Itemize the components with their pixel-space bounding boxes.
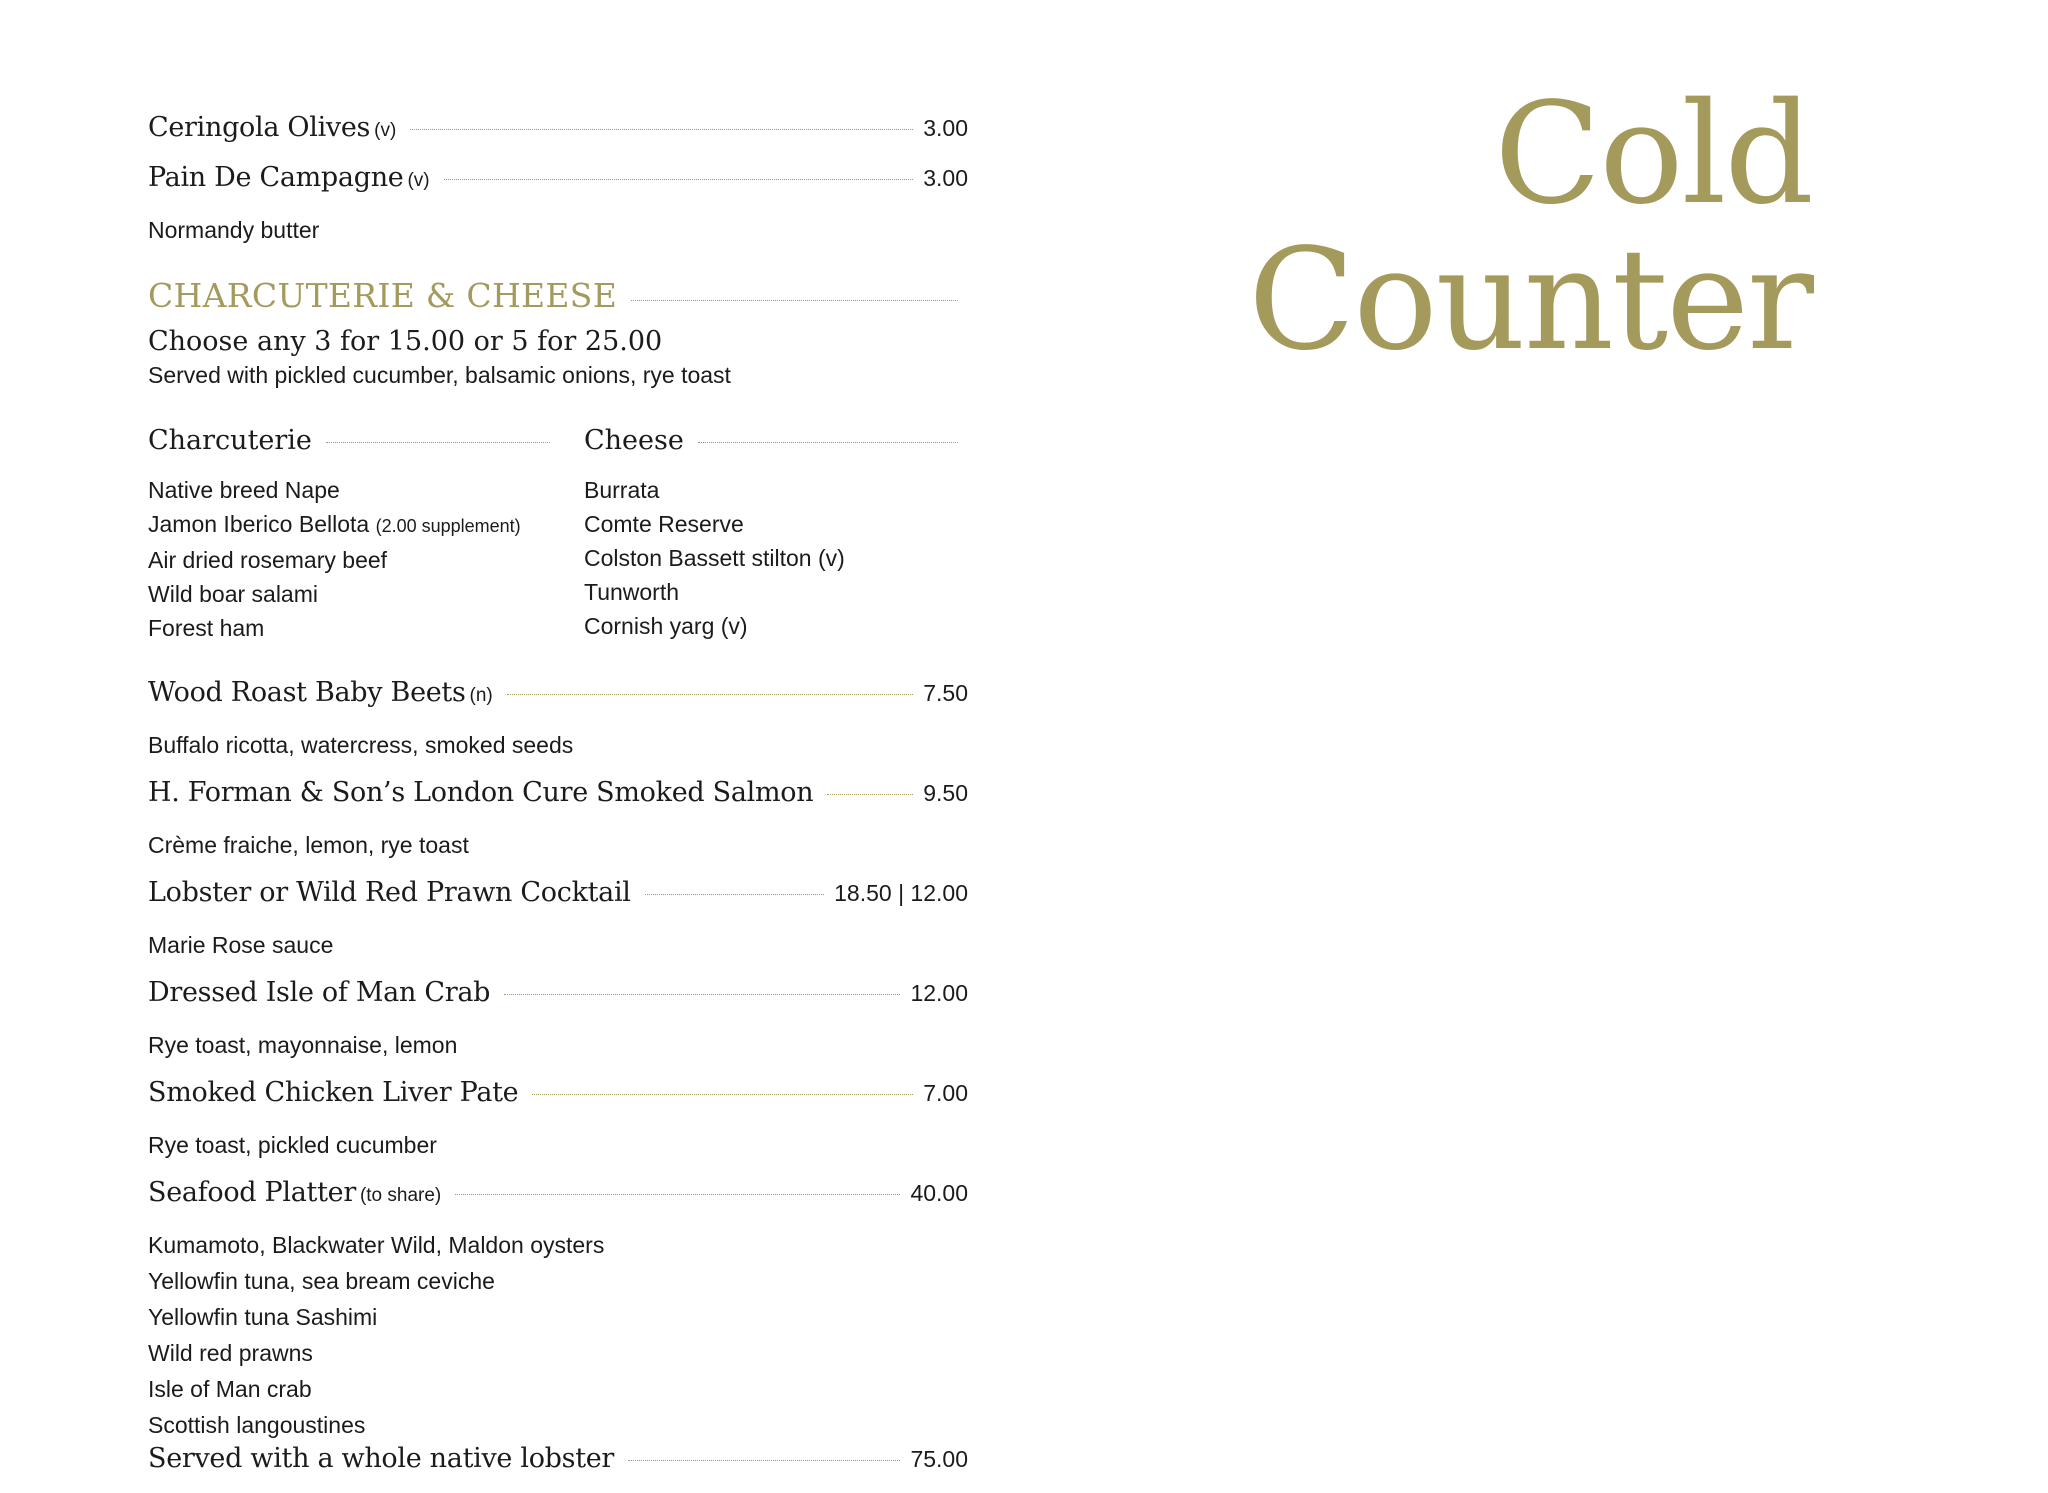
item-price: 7.50 — [923, 680, 968, 706]
item-name: Wood Roast Baby Beets — [148, 677, 466, 708]
dietary-note: (v) — [407, 170, 430, 191]
item-price: 7.00 — [923, 1080, 968, 1106]
item-name: Ceringola Olives — [148, 112, 371, 143]
item-row — [148, 1077, 968, 1127]
item-description: Marie Rose sauce — [148, 932, 334, 958]
cheese-heading: Cheese — [584, 425, 684, 456]
menu-item-smoked-salmon — [148, 777, 968, 863]
dot-leader — [326, 442, 550, 443]
list-item — [148, 577, 560, 611]
charcuterie-cheese-columns — [148, 425, 968, 645]
item-name: Served with a whole native lobster — [148, 1443, 615, 1474]
share-note: (to share) — [359, 1185, 442, 1206]
platter-line: Scottish langoustines — [148, 1412, 366, 1438]
section-heading: CHARCUTERIE & CHEESE — [148, 276, 618, 315]
charcuterie-item: Native breed Nape — [148, 477, 340, 503]
item-name: Dressed Isle of Man Crab — [148, 977, 491, 1008]
item-description: Normandy butter — [148, 217, 320, 243]
dot-leader — [504, 994, 900, 995]
cheese-item: Burrata — [584, 477, 660, 503]
charcuterie-served-with: Served with pickled cucumber, balsamic onions, rye toast — [148, 362, 731, 388]
menu-item-dressed-crab — [148, 977, 968, 1063]
item-row — [148, 977, 968, 1027]
item-name: Smoked Chicken Liver Pate — [148, 1077, 519, 1108]
platter-lobster-row — [148, 1443, 968, 1493]
item-price: 3.00 — [923, 165, 968, 191]
dot-leader — [631, 300, 958, 301]
platter-line: Yellowfin tuna, sea bream ceviche — [148, 1268, 495, 1294]
platter-line: Isle of Man crab — [148, 1376, 312, 1402]
supplement-note: (2.00 supplement) — [375, 516, 521, 536]
page-title — [1248, 73, 1812, 382]
item-row — [148, 1177, 968, 1227]
dot-leader — [455, 1194, 900, 1195]
item-description: Buffalo ricotta, watercress, smoked seeds — [148, 732, 574, 758]
charcuterie-heading-row — [148, 425, 560, 469]
item-price: 9.50 — [923, 780, 968, 806]
item-name: Pain De Campagne — [148, 162, 404, 193]
item-row — [148, 877, 968, 927]
menu-item-pain-de-campagne — [148, 162, 968, 212]
item-price: 18.50 | 12.00 — [834, 880, 968, 906]
item-description: Rye toast, pickled cucumber — [148, 1132, 437, 1158]
item-row — [148, 777, 968, 827]
item-name: Seafood Platter — [148, 1177, 356, 1208]
item-name: H. Forman & Son’s London Cure Smoked Salmon — [148, 777, 814, 808]
cheese-item: Cornish yarg (v) — [584, 613, 748, 639]
platter-line: Wild red prawns — [148, 1340, 313, 1366]
dot-leader — [628, 1460, 900, 1461]
dot-leader — [410, 129, 913, 130]
menu-item-prawn-cocktail — [148, 877, 968, 963]
dietary-note: (n) — [469, 685, 493, 706]
title-line-1: Cold — [1494, 73, 1812, 236]
dot-leader — [645, 894, 824, 895]
item-row — [148, 677, 968, 727]
charcuterie-column — [148, 425, 560, 645]
item-price: 75.00 — [910, 1446, 968, 1472]
charcuterie-offer: Choose any 3 for 15.00 or 5 for 25.00 — [148, 326, 663, 357]
dot-leader — [507, 694, 913, 695]
menu-item-olives — [148, 112, 968, 162]
item-description: Crème fraiche, lemon, rye toast — [148, 832, 469, 858]
item-description: Rye toast, mayonnaise, lemon — [148, 1032, 458, 1058]
dot-leader — [444, 179, 914, 180]
list-item — [148, 507, 560, 543]
list-item — [148, 543, 560, 577]
charcuterie-item: Air dried rosemary beef — [148, 547, 388, 573]
section-heading-row — [148, 276, 968, 326]
cheese-column — [584, 425, 968, 645]
dietary-note: (v) — [374, 120, 397, 141]
list-item — [148, 611, 560, 645]
cheese-heading-row — [584, 425, 968, 469]
list-item — [148, 473, 560, 507]
platter-line: Yellowfin tuna Sashimi — [148, 1304, 378, 1330]
cheese-item: Colston Bassett stilton (v) — [584, 545, 845, 571]
cheese-item: Comte Reserve — [584, 511, 744, 537]
platter-line: Kumamoto, Blackwater Wild, Maldon oysters — [148, 1232, 605, 1258]
item-price: 12.00 — [910, 980, 968, 1006]
dot-leader — [698, 442, 958, 443]
item-price: 40.00 — [910, 1180, 968, 1206]
item-price: 3.00 — [923, 115, 968, 141]
item-name: Lobster or Wild Red Prawn Cocktail — [148, 877, 631, 908]
charcuterie-item: Wild boar salami — [148, 581, 318, 607]
charcuterie-item: Jamon Iberico Bellota — [148, 511, 370, 537]
dot-leader — [532, 1094, 913, 1095]
menu-column — [148, 112, 968, 1493]
title-line-2: Counter — [1248, 219, 1812, 382]
charcuterie-heading: Charcuterie — [148, 425, 312, 456]
charcuterie-item: Forest ham — [148, 615, 265, 641]
menu-item-baby-beets — [148, 677, 968, 763]
menu-item-liver-pate — [148, 1077, 968, 1163]
menu-item-seafood-platter — [148, 1177, 968, 1493]
cheese-item: Tunworth — [584, 579, 680, 605]
dot-leader — [827, 794, 913, 795]
